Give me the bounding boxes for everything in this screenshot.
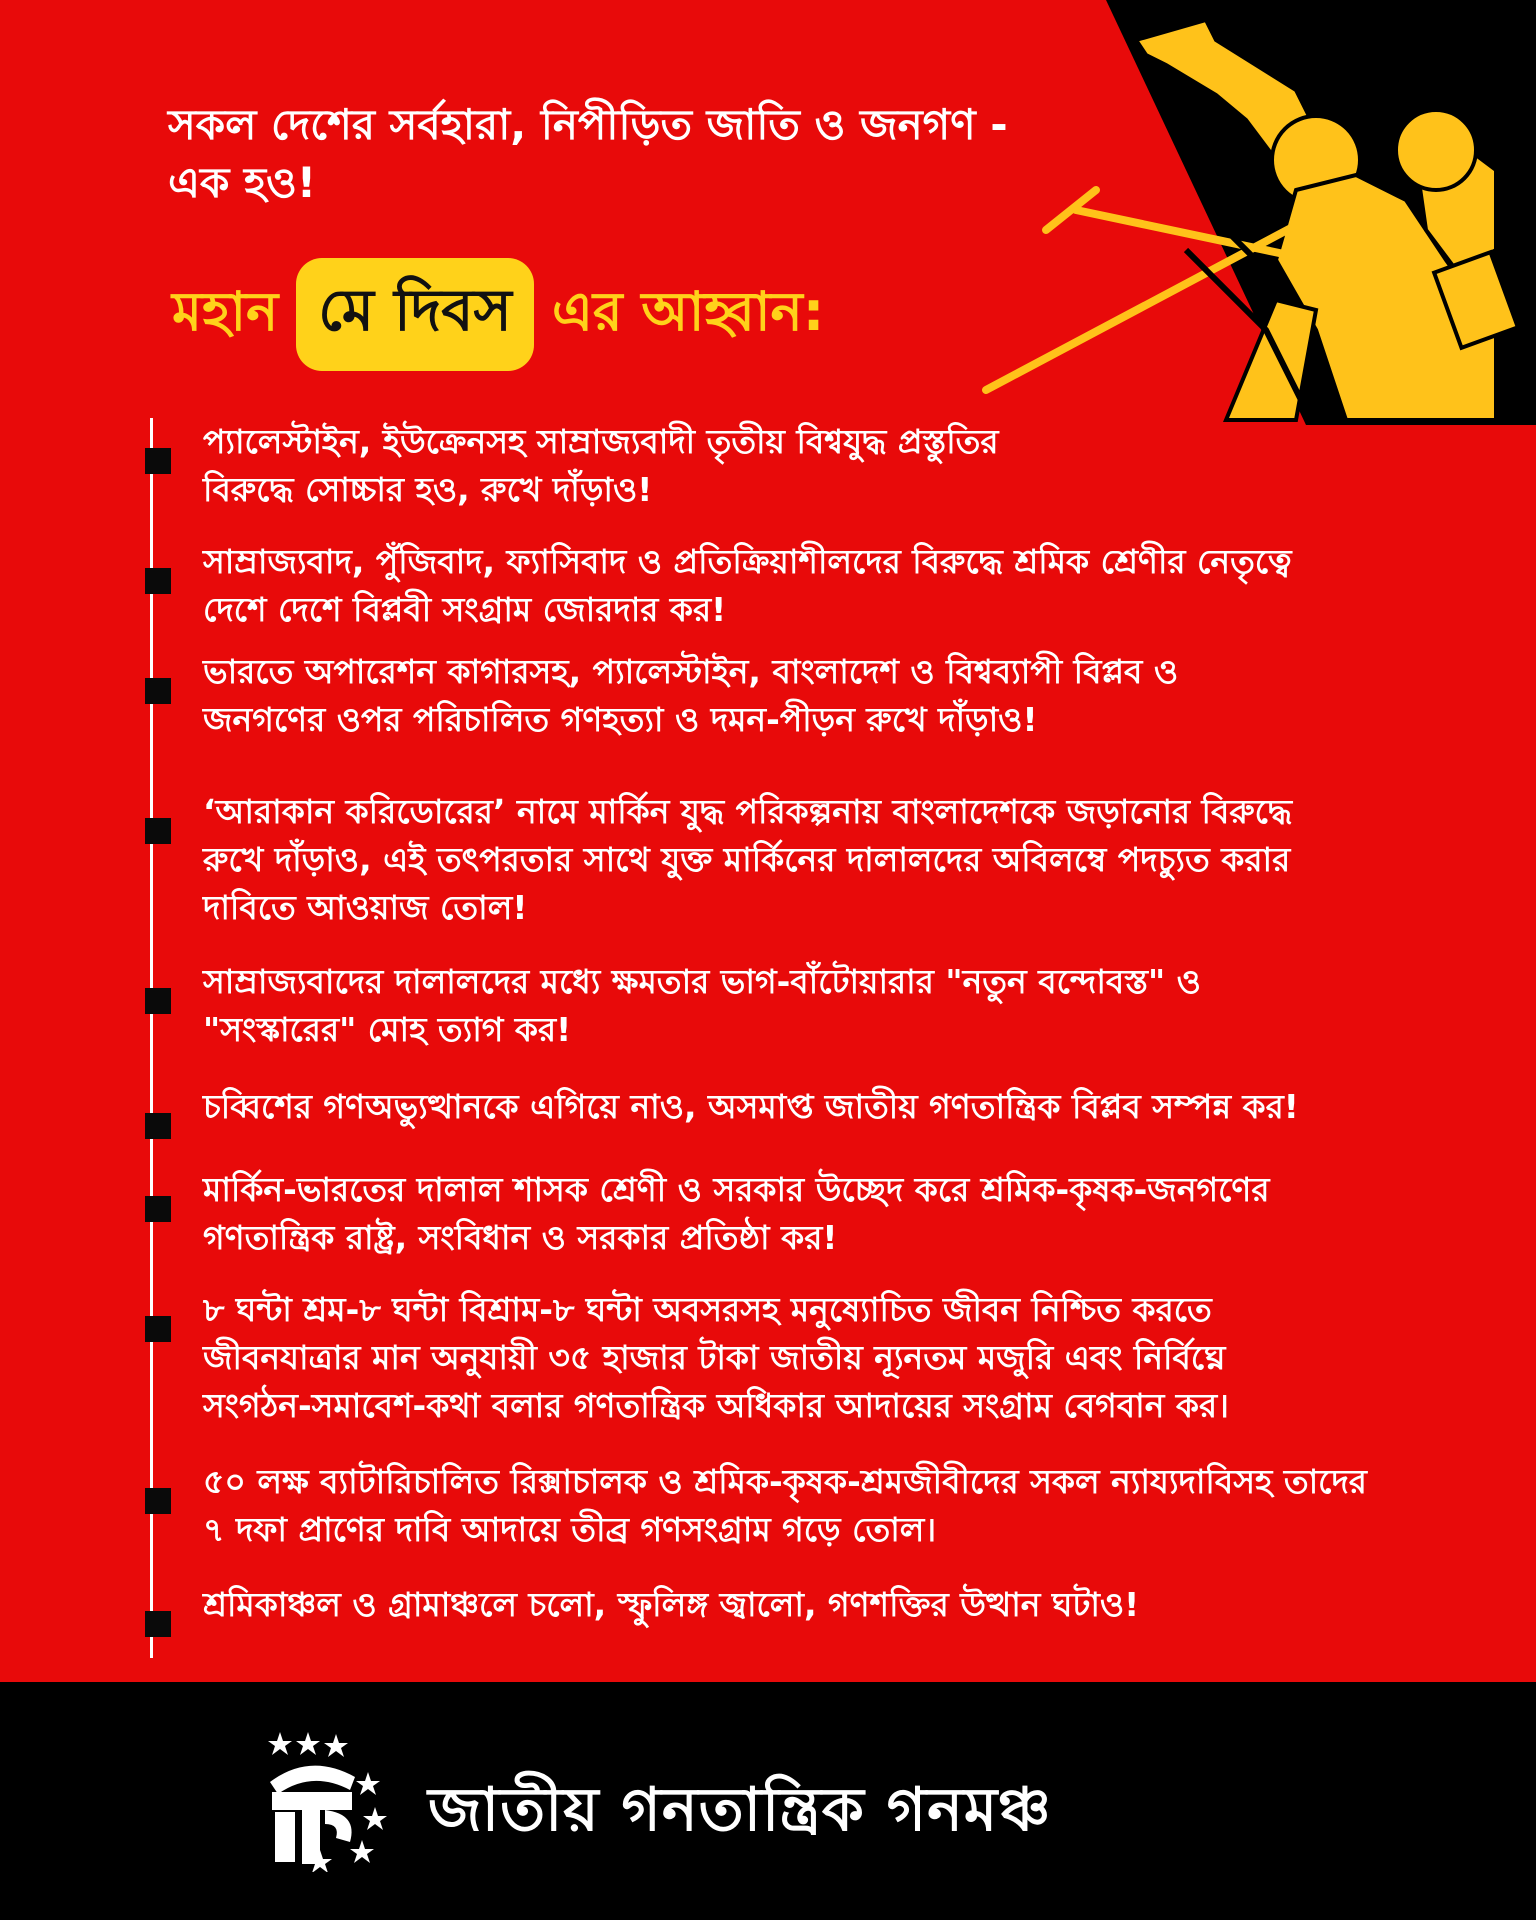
demand-item	[153, 648, 1263, 744]
demand-text: শ্রমিকাঞ্চল ও গ্রামাঞ্চলে চলো, স্ফুলিঙ্গ জ্বালো, গণশক্তির উত্থান ঘটাও!	[203, 1585, 1140, 1624]
hammer-sickle-stars-logo	[250, 1722, 400, 1872]
demand-text: ‘আরাকান করিডোরের’ নামে মার্কিন যুদ্ধ পরিকল্পনায় বাংলাদেশকে জড়ানোর বিরুদ্ধে রুখে দাঁড়াও, এই তৎপরতার সাথে যুক্ত মার্কিনের দালালদের অবিলম্বে পদচ্যুত করার দাবিতে আওয়াজ তোল!	[203, 792, 1293, 927]
organization-name: জাতীয় গনতান্ত্রিক গনমঞ্চ	[428, 1775, 1052, 1845]
bullet-icon	[145, 1316, 171, 1342]
worker-illustration	[976, 0, 1536, 425]
heading-highlight: মে দিবস	[300, 262, 530, 367]
demand-item	[153, 538, 1293, 634]
demand-item	[153, 1166, 1403, 1262]
bullet-icon	[145, 1488, 171, 1514]
bullet-icon	[145, 1113, 171, 1139]
demand-text: সাম্রাজ্যবাদের দালালদের মধ্যে ক্ষমতার ভাগ-বাঁটোয়ারার "নতুন বন্দোবস্ত" ও "সংস্কারের" মোহ ত্যাগ কর!	[203, 962, 1201, 1049]
demand-item	[153, 418, 1083, 514]
bullet-icon	[145, 1611, 171, 1637]
footer	[0, 1682, 1536, 1920]
demand-item	[153, 1581, 1263, 1629]
bullet-icon	[145, 818, 171, 844]
demand-text: সাম্রাজ্যবাদ, পুঁজিবাদ, ফ্যাসিবাদ ও প্রতিক্রিয়াশীলদের বিরুদ্ধে শ্রমিক শ্রেণীর নেতৃত্বে দেশে দেশে বিপ্লবী সংগ্রাম জোরদার কর!	[203, 542, 1292, 629]
slogan: সকল দেশের সর্বহারা, নিপীড়িত জাতি ও জনগণ - এক হও!	[168, 100, 1008, 207]
demand-list	[150, 418, 1413, 1658]
heading	[172, 262, 824, 367]
demand-item	[153, 788, 1313, 932]
bullet-icon	[145, 678, 171, 704]
demand-text: ৫০ লক্ষ ব্যাটারিচালিত রিক্সাচালক ও শ্রমিক-কৃষক-শ্রমজীবীদের সকল ন্যায্যদাবিসহ তাদের ৭ দফা প্রাণের দাবি আদায়ে তীব্র গণসংগ্রাম গড়ে তোল।	[203, 1462, 1367, 1549]
bullet-icon	[145, 988, 171, 1014]
demand-item	[153, 958, 1293, 1054]
demand-text: মার্কিন-ভারতের দালাল শাসক শ্রেণী ও সরকার উচ্ছেদ করে শ্রমিক-কৃষক-জনগণের গণতান্ত্রিক রাষ্ট্র, সংবিধান ও সরকার প্রতিষ্ঠা কর!	[203, 1170, 1270, 1257]
demand-text: ভারতে অপারেশন কাগারসহ, প্যালেস্টাইন, বাংলাদেশ ও বিশ্বব্যাপী বিপ্লব ও জনগণের ওপর পরিচালিত গণহত্যা ও দমন-পীড়ন রুখে দাঁড়াও!	[203, 652, 1179, 739]
demand-text: প্যালেস্টাইন, ইউক্রেনসহ সাম্রাজ্যবাদী তৃতীয় বিশ্বযুদ্ধ প্রস্তুতির বিরুদ্ধে সোচ্চার হও, রুখে দাঁড়াও!	[203, 422, 999, 509]
bullet-icon	[145, 568, 171, 594]
bullet-icon	[145, 448, 171, 474]
bullet-icon	[145, 1196, 171, 1222]
heading-prefix: মহান	[172, 279, 279, 343]
demand-text: ৮ ঘন্টা শ্রম-৮ ঘন্টা বিশ্রাম-৮ ঘন্টা অবসরসহ মনুষ্যোচিত জীবন নিশ্চিত করতে জীবনযাত্রার মান অনুযায়ী ৩৫ হাজার টাকা জাতীয় ন্যূনতম মজুরি এবং নির্বিঘ্নে সংগঠন-সমাবেশ-কথা বলার গণতান্ত্রিক অধিকার আদায়ের সংগ্রাম বেগবান কর।	[203, 1290, 1229, 1425]
heading-suffix: এর আহ্বান:	[551, 279, 825, 343]
demand-text: চব্বিশের গণঅভ্যুত্থানকে এগিয়ে নাও, অসমাপ্ত জাতীয় গণতান্ত্রিক বিপ্লব সম্পন্ন কর!	[203, 1087, 1299, 1126]
demand-item	[153, 1286, 1323, 1430]
demand-item	[153, 1458, 1383, 1554]
demand-item	[153, 1083, 1423, 1131]
